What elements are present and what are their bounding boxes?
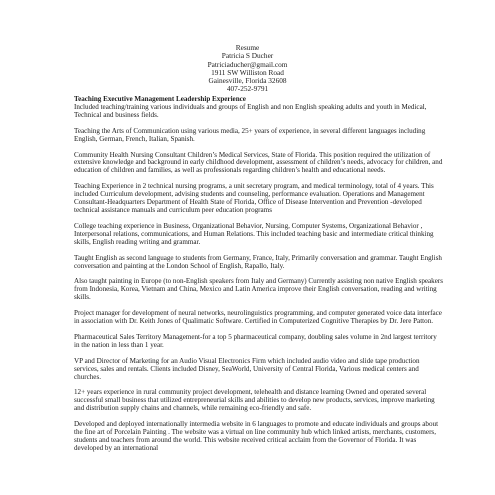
experience-paragraph: Community Health Nursing Consultant Children’s Medical Services, State of Florida. This position required the utilization of extensive knowledge and background in early childhood development, assessment of children’s needs, advocacy for children, and education of children and families, as well as professionals regarding children’s health and educational needs. (74, 150, 443, 175)
resume-body (74, 96, 444, 461)
resume-title: Resume (235, 43, 260, 52)
experience-paragraph: 12+ years experience in rural community project development, telehealth and distance learning Owned and operated several successful small business that utilized entrepreneurial skills and abilities to develop new products, services, improve marketing and distribution supply chains and channels, while remaining eco-friendly and safe. (74, 388, 435, 413)
experience-paragraph: Developed and deployed internationally intermedia website in 6 languages to promote and educate individuals and groups about the fine art of Porcelain Painting . The website was a virtual on line community hub which linked artists, merchants, customers, students and teachers from around the world. This website received critical acclaim from the Governor of Florida. It was developed by an international (74, 420, 439, 452)
contact-name: Patricia S Ducher (221, 51, 274, 61)
experience-paragraph: Included teaching/training various individuals and groups of English and non English speaking adults and youth in Medical, Technical and business fields. (74, 102, 427, 119)
resume-header (0, 44, 495, 94)
contact-address: 1911 SW Williston Road (211, 67, 284, 77)
contact-city: Gainesville, Florida 32608 (208, 76, 287, 86)
section-heading: Teaching Executive Management Leadership Experience (74, 95, 246, 103)
experience-paragraph: Teaching Experience in 2 technical nursing programs, a unit secretary program, and medical terminology, total of 4 years. This included Curriculum development, advising students and counseling, performance evaluation. Operations and Management Consultant-Headquarters Department of Health State of Florida, Office of Disease Intervention and Prevention -developed technical assistance manuals and curriculum peer education programs (74, 182, 434, 214)
contact-email: Patriciaducher@gmail.com (207, 59, 288, 69)
experience-paragraph: Taught English as second language to students from Germany, France, Italy, Primarily conversation and grammar. Taught English conversation and painting at the London School of English, Rapallo, Italy. (74, 253, 442, 270)
experience-paragraph: College teaching experience in Business, Organizational Behavior, Nursing, Computer Systems, Organizational Behavior , Interpersonal relations, communications, and Human Relations. This included teaching basic and intermediate critical thinking skills, English reading writing and grammar. (74, 221, 434, 246)
experience-paragraph: VP and Director of Marketing for an Audio Visual Electronics Firm which included audio video and slide tape production services, sales and rentals. Clients included Disney, SeaWorld, University of Central Florida, Various medical centers and churches. (74, 356, 420, 381)
experience-paragraph: Teaching the Arts of Communication using various media, 25+ years of experience, in several different languages including English, German, French, Italian, Spanish. (74, 126, 426, 143)
experience-paragraph: Also taught painting in Europe (to non-English speakers from Italy and Germany) Currently assisting non native English speakers from Indonesia, Korea, Vietnam and China, Mexico and Latin America improve their English conversation, reading and writing skills. (74, 277, 443, 302)
contact-phone: 407-252-9791 (226, 84, 269, 94)
experience-paragraph: Project manager for development of neural networks, neurolinguistics programming, and computer generated voice data interface in association with Dr. Keith Jones of Qualimatic Software. Certified in Computerized Cognitive Therapies by Dr. Jere Patton. (74, 309, 442, 326)
experience-paragraph: Pharmaceutical Sales Territory Management-for a top 5 pharmaceutical company, doubling sales volume in 2nd largest territory in the nation in less than 1 year. (74, 332, 437, 349)
